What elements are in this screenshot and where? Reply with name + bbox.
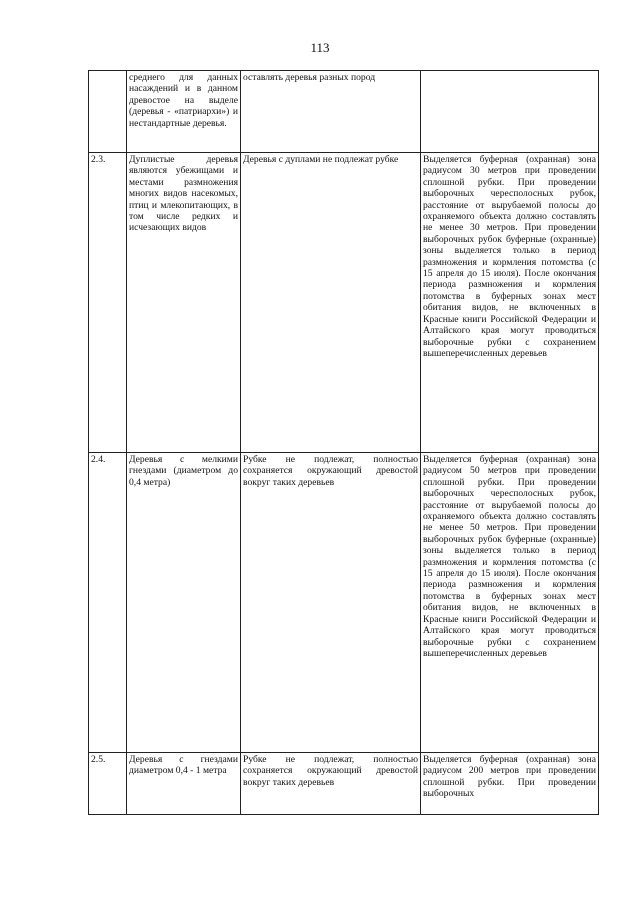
table-row [89, 71, 599, 153]
table-row [89, 453, 599, 753]
buffer-zone-rule: Выделяется буферная (охранная) зона радиусом 30 метров при проведении сплошной рубки. При проведении выборочных чересполосных рубок, расстояние от вырубаемой полосы до охраняемого объекта должно составлять не менее 30 метров. При проведении выборочных рубок буферные (охранные) зоны выделяется только в период размножения и кормления потомства (с 15 апреля до 15 июля). После окончания периода размножения и кормления потомства в буферных зонах мест обитания видов, не включенных в Красные книги Российской Федерации и Алтайского края могут проводиться выборочные рубки с сохранением вышеперечисленных деревьев [421, 153, 599, 453]
row-number: 2.5. [89, 753, 127, 815]
table-row [89, 153, 599, 453]
row-number: 2.3. [89, 153, 127, 453]
object-description: Дуплистые деревья являются убежищами и местами размножения многих видов насекомых, птиц и млекопитающих, в том числе редких и исчезающих видов [127, 153, 241, 453]
row-number: 2.4. [89, 453, 127, 753]
buffer-zone-rule: Выделяется буферная (охранная) зона радиусом 200 метров при проведении сплошной рубки. При проведении выборочных [421, 753, 599, 815]
object-description: среднего для данных насаждений и в данном древостое на выделе (деревья - «патриархи») и нестандартные деревья. [127, 71, 241, 153]
felling-rule: Рубке не подлежат, полностью сохраняется окружающий древостой вокруг таких деревьев [241, 753, 421, 815]
object-description: Деревья с гнездами диаметром 0,4 - 1 метра [127, 753, 241, 815]
regulation-table [88, 70, 599, 815]
page-number: 113 [310, 40, 330, 55]
felling-rule: Деревья с дуплами не подлежат рубке [241, 153, 421, 453]
row-number [89, 71, 127, 153]
buffer-zone-rule [421, 71, 599, 153]
table-row [89, 753, 599, 815]
felling-rule: Рубке не подлежат, полностью сохраняется окружающий древостой вокруг таких деревьев [241, 453, 421, 753]
object-description: Деревья с мелкими гнездами (диаметром до 0,4 метра) [127, 453, 241, 753]
buffer-zone-rule: Выделяется буферная (охранная) зона радиусом 50 метров при проведении сплошной рубки. При проведении выборочных чересполосных рубок, расстояние от вырубаемой полосы до охраняемого объекта должно составлять не менее 50 метров. При проведении выборочных рубок буферные (охранные) зоны выделяется только в период размножения и кормления потомства (с 15 апреля до 15 июля). После окончания периода размножения и кормления потомства в буферных зонах мест обитания видов, не включенных в Красные книги Российской Федерации и Алтайского края могут проводиться выборочные рубки с сохранением вышеперечисленных деревьев [421, 453, 599, 753]
felling-rule: оставлять деревья разных пород [241, 71, 421, 153]
